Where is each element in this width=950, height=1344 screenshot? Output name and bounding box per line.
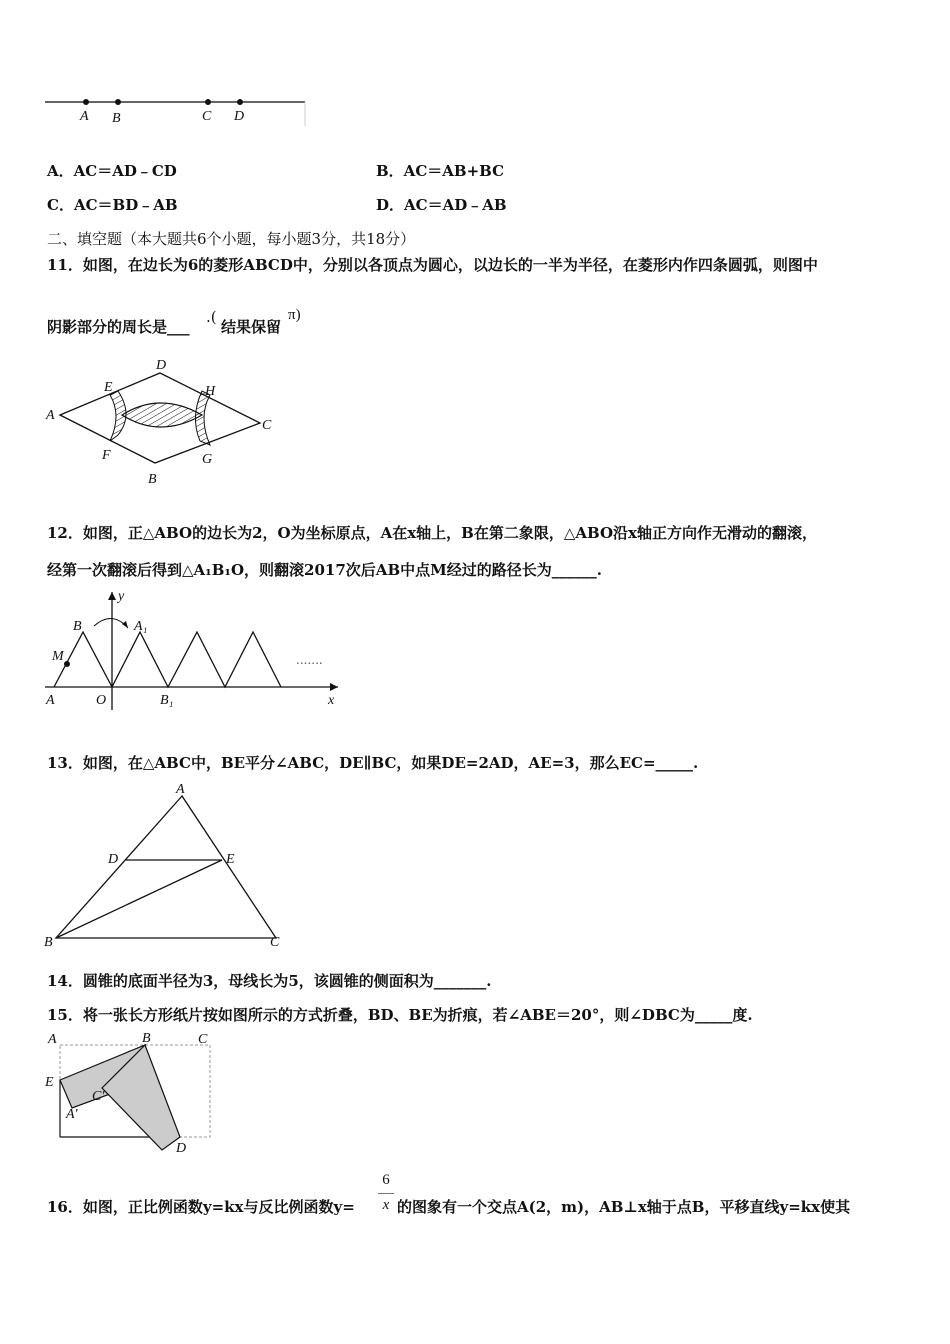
rhombus-label: C	[262, 418, 272, 433]
axis-label: x	[328, 693, 335, 708]
point-label: O	[96, 693, 107, 708]
paper-label: A	[48, 1032, 57, 1047]
triangle-label: E	[226, 852, 235, 867]
option-d: D．AC＝AD﹣AB	[376, 196, 507, 214]
triangle-label: B	[44, 935, 53, 950]
option-b: B．AC＝AB+BC	[376, 162, 505, 180]
q13-line1: 13．如图，在△ABC中，BE平分∠ABC，DE∥BC，如果DE=2AD，AE=3，那么EC=_____.	[47, 754, 699, 772]
point-label: B	[73, 619, 82, 634]
q11-pi: π)	[288, 307, 301, 323]
option-a: A．AC＝AD﹣CD	[47, 162, 177, 180]
triangle-label: A	[176, 782, 185, 797]
q15-line1: 15．将一张长方形纸片按如图所示的方式折叠，BD、BE为折痕，若∠ABE＝20°，则∠DBC为_____度.	[47, 1006, 753, 1024]
option-c: C．AC＝BD﹣AB	[47, 196, 178, 214]
q11-line2c: 结果保留	[221, 318, 282, 336]
q12-line2: 经第一次翻滚后得到△A₁B₁O，则翻滚2017次后AB中点M经过的路径长为______.	[47, 561, 602, 579]
rhombus-label: B	[148, 472, 157, 487]
triangle-label: D	[108, 852, 119, 867]
paper-label: C	[198, 1032, 208, 1047]
rhombus-label: D	[156, 358, 167, 373]
q12-line1: 12．如图，正△ABO的边长为2，O为坐标原点，A在x轴上，B在第二象限，△ABO沿x轴正方向作无滑动的翻滚，	[47, 524, 817, 542]
q14-line1: 14．圆锥的底面半径为3，母线长为5，该圆锥的侧面积为_______.	[47, 972, 492, 990]
point-label: A₁	[134, 619, 148, 634]
rhombus-label: E	[104, 380, 113, 395]
rhombus-label: A	[46, 408, 55, 423]
fraction-denominator: x	[382, 1197, 390, 1213]
rolling-triangle-figure	[40, 588, 345, 716]
triangle-abc-figure	[40, 780, 290, 950]
q16-suffix: 的图象有一个交点A(2，m)，AB⊥x轴于点B，平移直线y=kx使其	[397, 1198, 851, 1216]
q11-line1: 11．如图，在边长为6的菱形ABCD中，分别以各顶点为圆心，以边长的一半为半径，在菱形内作四条圆弧，则图中	[47, 256, 818, 274]
folded-paper-figure	[40, 1030, 220, 1155]
paper-label: E	[45, 1075, 54, 1090]
point-label: B	[112, 111, 121, 126]
q16-prefix: 16．如图，正比例函数y=kx与反比例函数y=	[47, 1198, 355, 1216]
paper-label: C'	[92, 1089, 105, 1104]
rhombus-figure	[40, 355, 290, 490]
point-label: D	[234, 109, 245, 124]
rhombus-label: G	[202, 452, 213, 467]
point-label: A	[80, 109, 89, 124]
point-label: M	[52, 649, 64, 664]
fraction-numerator: 6	[382, 1172, 390, 1188]
ellipsis: .......	[296, 653, 323, 667]
rhombus-label: F	[102, 448, 111, 463]
number-line-figure	[40, 92, 310, 132]
paper-label: B	[142, 1031, 151, 1046]
point-label: A	[46, 693, 55, 708]
q11-line2b: .(	[206, 308, 217, 326]
rhombus-label: H	[205, 384, 216, 399]
q11-line2a: 阴影部分的周长是___	[47, 318, 190, 336]
point-label: B₁	[160, 693, 174, 708]
point-label: C	[202, 109, 212, 124]
triangle-label: C	[270, 935, 280, 950]
section-heading: 二、填空题（本大题共6个小题，每小题3分，共18分）	[47, 230, 416, 248]
axis-label: y	[118, 589, 125, 604]
paper-label: D	[176, 1141, 187, 1155]
paper-label: A'	[66, 1107, 78, 1122]
fraction-bar	[378, 1193, 394, 1194]
